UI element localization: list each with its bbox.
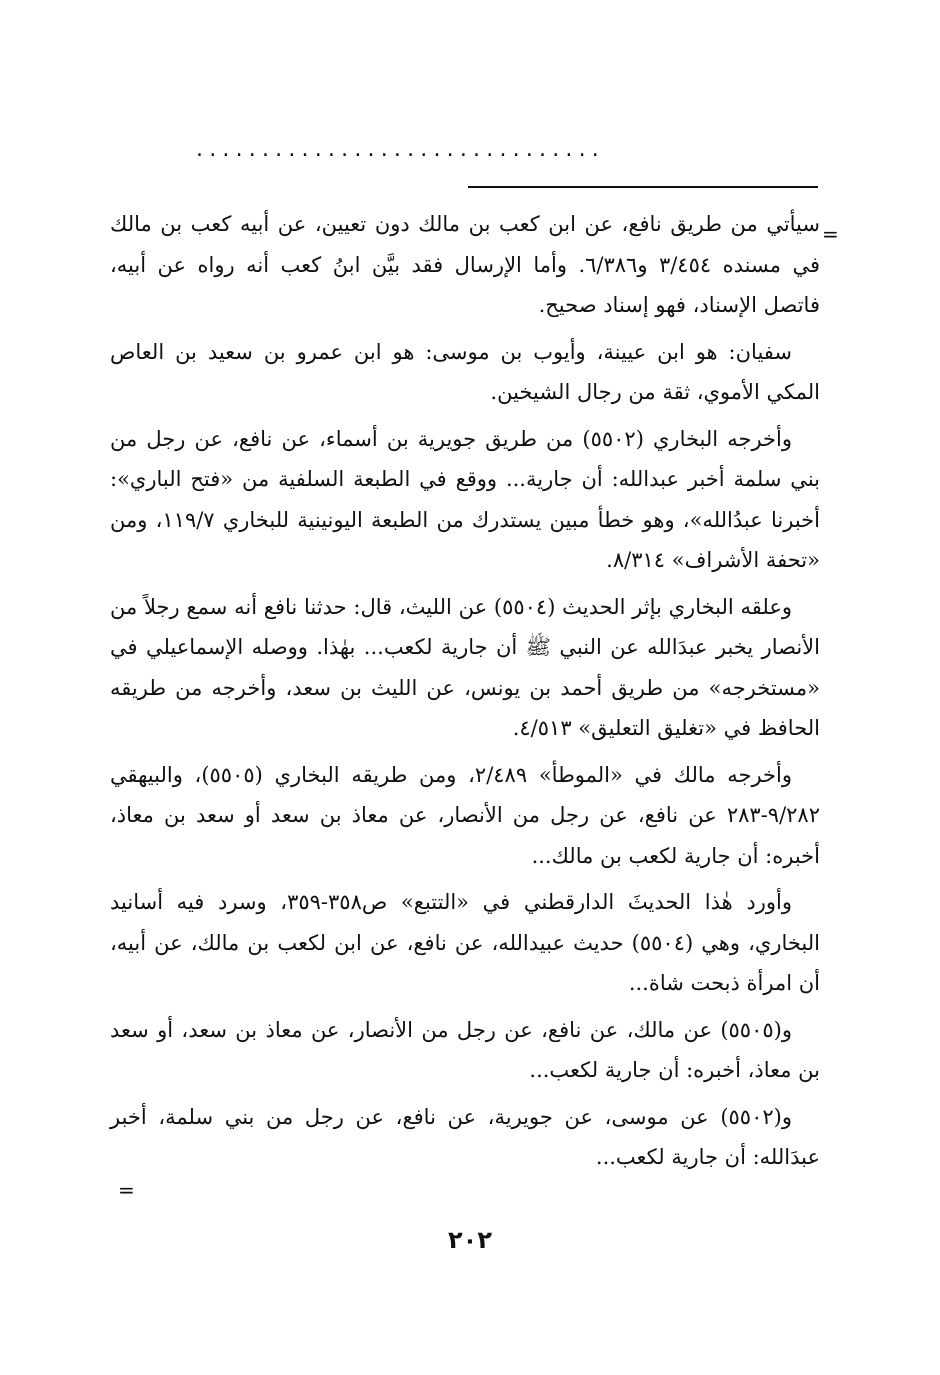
footnote-body	[110, 204, 820, 1184]
footnote-paragraph: سيأتي من طريق نافع، عن ابن كعب بن مالك دون تعيين، عن أبيه كعب بن مالك في مسنده ٣/٤٥٤ و٦/٣٨٦. وأما الإرسال فقد بيَّن ابنُ كعب أنه رواه عن أبيه، فاتصل الإسناد، فهو إسناد صحيح.	[110, 212, 820, 317]
continuation-mark-bottom: =	[118, 1178, 135, 1202]
page-number: ٢٠٢	[448, 1226, 492, 1254]
footnote-paragraph: وعلقه البخاري بإثر الحديث (٥٥٠٤) عن الليث، قال: حدثنا نافع أنه سمع رجلاً من الأنصار يخبر عبدَالله عن النبي ﷺ أن جارية لكعب... بهٰذا. ووصله الإسماعيلي في «مستخرجه» من طريق أحمد بن يونس، عن الليث بن سعد، وأخرجه من طريقه الحافظ في «تغليق التعليق» ٤/٥١٣.	[110, 594, 820, 740]
continuation-mark-top: =	[822, 222, 839, 246]
footnote-paragraph: سفيان: هو ابن عيينة، وأيوب بن موسى: هو ابن عمرو بن سعيد بن العاص المكي الأموي، ثقة من رجال الشيخين.	[110, 339, 820, 404]
footnote-dotted-separator: ...............................	[196, 138, 605, 162]
footnote-rule	[468, 186, 818, 188]
footnote-paragraph: وأخرجه البخاري (٥٥٠٢) من طريق جويرية بن أسماء، عن نافع، عن رجل من بني سلمة أخبر عبدالله: أن جارية... ووقع في الطبعة السلفية من «فتح الباري»: أخبرنا عبدُالله»، وهو خطأ مبين يستدرك من الطبعة اليونينية للبخاري ١١٩/٧، ومن «تحفة الأشراف» ٨/٣١٤.	[110, 426, 820, 572]
footnote-paragraph: وأخرجه مالك في «الموطأ» ٢/٤٨٩، ومن طريقه البخاري (٥٥٠٥)، والبيهقي ٩/٢٨٢-٢٨٣ عن نافع، عن رجل من الأنصار، عن معاذ بن سعد أو سعد بن معاذ، أخبره: أن جارية لكعب بن مالك...	[110, 762, 820, 868]
footnote-paragraph: و(٥٥٠٥) عن مالك، عن نافع، عن رجل من الأنصار، عن معاذ بن سعد، أو سعد بن معاذ، أخبره: أن جارية لكعب...	[110, 1017, 820, 1082]
footnote-paragraph: و(٥٥٠٢) عن موسى، عن جويرية، عن نافع، عن رجل من بني سلمة، أخبر عبدَالله: أن جارية لكعب...	[110, 1104, 820, 1169]
footnote-paragraph: وأورد هٰذا الحديثَ الدارقطني في «التتبع» ص٣٥٨-٣٥٩، وسرد فيه أسانيد البخاري، وهي (٥٥٠٤) حديث عبيدالله، عن نافع، عن ابن لكعب بن مالك، عن أبيه، أن امرأة ذبحت شاة...	[110, 890, 820, 995]
